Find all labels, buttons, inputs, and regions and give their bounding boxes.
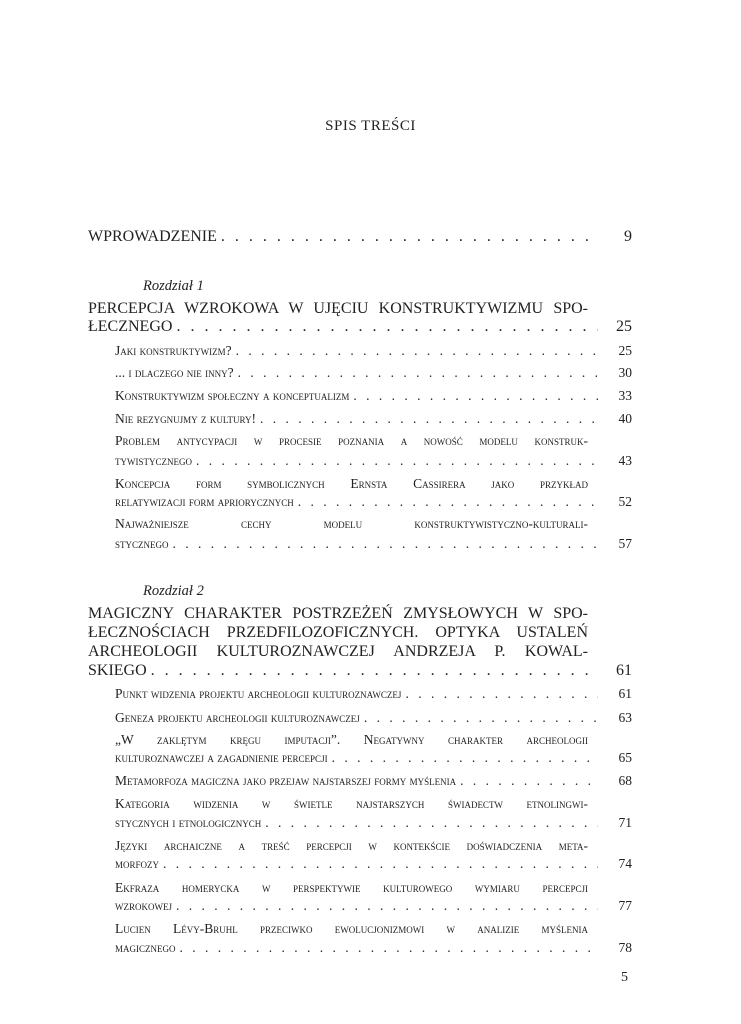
toc-page-number: 68 — [618, 773, 632, 788]
section-title-line: tywistycznego — [115, 453, 192, 468]
leader-dots — [196, 453, 598, 469]
section-title: Jaki konstruktywizm? — [115, 343, 232, 358]
section-title-line[interactable]: Lucien Lévy-Bruhl przeciwko ewolucjonizmowi w analizie myślenia — [115, 921, 588, 936]
section-title-line: stycznego — [115, 536, 169, 551]
toc-page-number: 25 — [618, 343, 632, 358]
section-title-line[interactable]: Najważniejsze cechy modelu konstruktywistyczno-kulturali- — [115, 516, 588, 531]
section-title-line: magicznego — [115, 940, 176, 955]
toc-section[interactable] — [115, 365, 632, 381]
toc-section[interactable] — [115, 750, 632, 766]
chapter-heading-line[interactable]: ARCHEOLOGII KULTUROZNAWCZEJ ANDRZEJA P. KOWAL- — [88, 643, 588, 660]
toc-section[interactable] — [115, 686, 632, 702]
leader-dots — [364, 710, 598, 726]
chapter-label: Rozdział 2 — [143, 583, 204, 599]
leader-dots — [332, 750, 598, 766]
leader-dots — [260, 411, 598, 427]
leader-dots — [238, 365, 598, 381]
page-number-footer: 5 — [621, 970, 628, 985]
section-title-line[interactable]: „W zaklętym kręgu imputacji”. Negatywny charakter archeologii — [115, 732, 588, 747]
leader-dots — [163, 856, 598, 872]
chapter-heading-line[interactable]: PERCEPCJA WZROKOWA W UJĘCIU KONSTRUKTYWIZMU SPO- — [88, 300, 588, 317]
leader-dots — [298, 494, 598, 510]
leader-dots — [236, 343, 598, 359]
toc-page-number: 25 — [616, 318, 632, 335]
toc-section[interactable] — [115, 494, 632, 510]
chapter-label: Rozdział 1 — [143, 278, 204, 294]
chapter-heading-line: SKIEGO — [88, 662, 147, 679]
section-title-line[interactable]: Kategoria widzenia w świetle najstarszych świadectw etnolingwi- — [115, 796, 588, 811]
toc-section[interactable] — [115, 411, 632, 427]
leader-dots — [176, 318, 598, 336]
leader-dots — [405, 686, 598, 702]
leader-dots — [265, 815, 598, 831]
section-title: ... i dlaczego nie inny? — [115, 365, 234, 380]
section-title-line[interactable]: Języki archaiczne a treść percepcji w kontekście doświadczenia meta- — [115, 838, 588, 853]
toc-page-number: 57 — [618, 536, 632, 551]
leader-dots — [173, 536, 599, 552]
toc-section[interactable] — [115, 453, 632, 469]
leader-dots — [353, 388, 598, 404]
section-title-line: kulturoznawczej a zagadnienie percepcji — [115, 750, 328, 765]
section-title: Metamorfoza magiczna jako przejaw najstarszej formy myślenia — [115, 773, 457, 788]
leader-dots — [221, 228, 598, 246]
toc-page-number: 43 — [618, 453, 632, 468]
leader-dots — [176, 898, 598, 914]
toc-page-number: 61 — [616, 662, 632, 679]
section-title: Punkt widzenia projektu archeologii kulturoznawczej — [115, 686, 402, 701]
toc-page-number: 71 — [618, 815, 632, 830]
page-title: SPIS TREŚCI — [325, 118, 416, 134]
toc-section[interactable] — [115, 388, 632, 404]
toc-page-number: 77 — [618, 898, 632, 913]
toc-section[interactable] — [115, 773, 632, 789]
section-title: Konstruktywizm społeczny a konceptualizm — [115, 388, 350, 403]
chapter-heading-line: ŁECZNEGO — [88, 318, 173, 335]
section-title-line[interactable]: Problem antycypacji w procesie poznania a nowość modelu konstruk- — [115, 433, 588, 448]
toc-page-number: 40 — [618, 411, 632, 426]
section-title: Geneza projektu archeologii kulturoznawczej — [115, 710, 360, 725]
toc-page-number: 63 — [618, 710, 632, 725]
toc-section[interactable] — [115, 898, 632, 914]
chapter-heading-line[interactable]: ŁECZNOŚCIACH PRZEDFILOZOFICZNYCH. OPTYKA USTALEŃ — [88, 624, 588, 641]
leader-dots — [460, 773, 598, 789]
toc-section[interactable] — [115, 536, 632, 552]
toc-page-number: 52 — [618, 494, 632, 509]
toc-page-number: 9 — [624, 228, 632, 245]
chapter-heading-last[interactable] — [88, 662, 632, 680]
toc-page-number: 74 — [618, 856, 632, 871]
toc-page-number: 33 — [618, 388, 632, 403]
leader-dots — [151, 662, 598, 680]
toc-entry-intro[interactable] — [88, 228, 632, 246]
toc-page-number: 30 — [618, 365, 632, 380]
section-title-line: stycznych i etnologicznych — [115, 815, 262, 830]
section-title-line: morfozy — [115, 856, 160, 871]
leader-dots — [180, 940, 599, 956]
toc-section[interactable] — [115, 940, 632, 956]
toc-page-number: 61 — [618, 686, 632, 701]
section-title-line: wzrokowej — [115, 898, 172, 913]
toc-entry-label: WPROWADZENIE — [88, 228, 217, 245]
toc-page-number: 65 — [618, 750, 632, 765]
section-title-line[interactable]: Ekfraza homerycka w perspektywie kulturowego wymiaru percepcji — [115, 880, 588, 895]
chapter-heading-last[interactable] — [88, 318, 632, 336]
toc-section[interactable] — [115, 856, 632, 872]
chapter-heading-line[interactable]: MAGICZNY CHARAKTER POSTRZEŻEŃ ZMYSŁOWYCH W SPO- — [88, 605, 588, 622]
toc-page-number: 78 — [618, 940, 632, 955]
toc-section[interactable] — [115, 710, 632, 726]
section-title: Nie rezygnujmy z kultury! — [115, 411, 257, 426]
toc-section[interactable] — [115, 815, 632, 831]
section-title-line: relatywizacji form apriorycznych — [115, 494, 294, 509]
section-title-line[interactable]: Koncepcja form symbolicznych Ernsta Cassirera jako przykład — [115, 476, 588, 491]
toc-section[interactable] — [115, 343, 632, 359]
